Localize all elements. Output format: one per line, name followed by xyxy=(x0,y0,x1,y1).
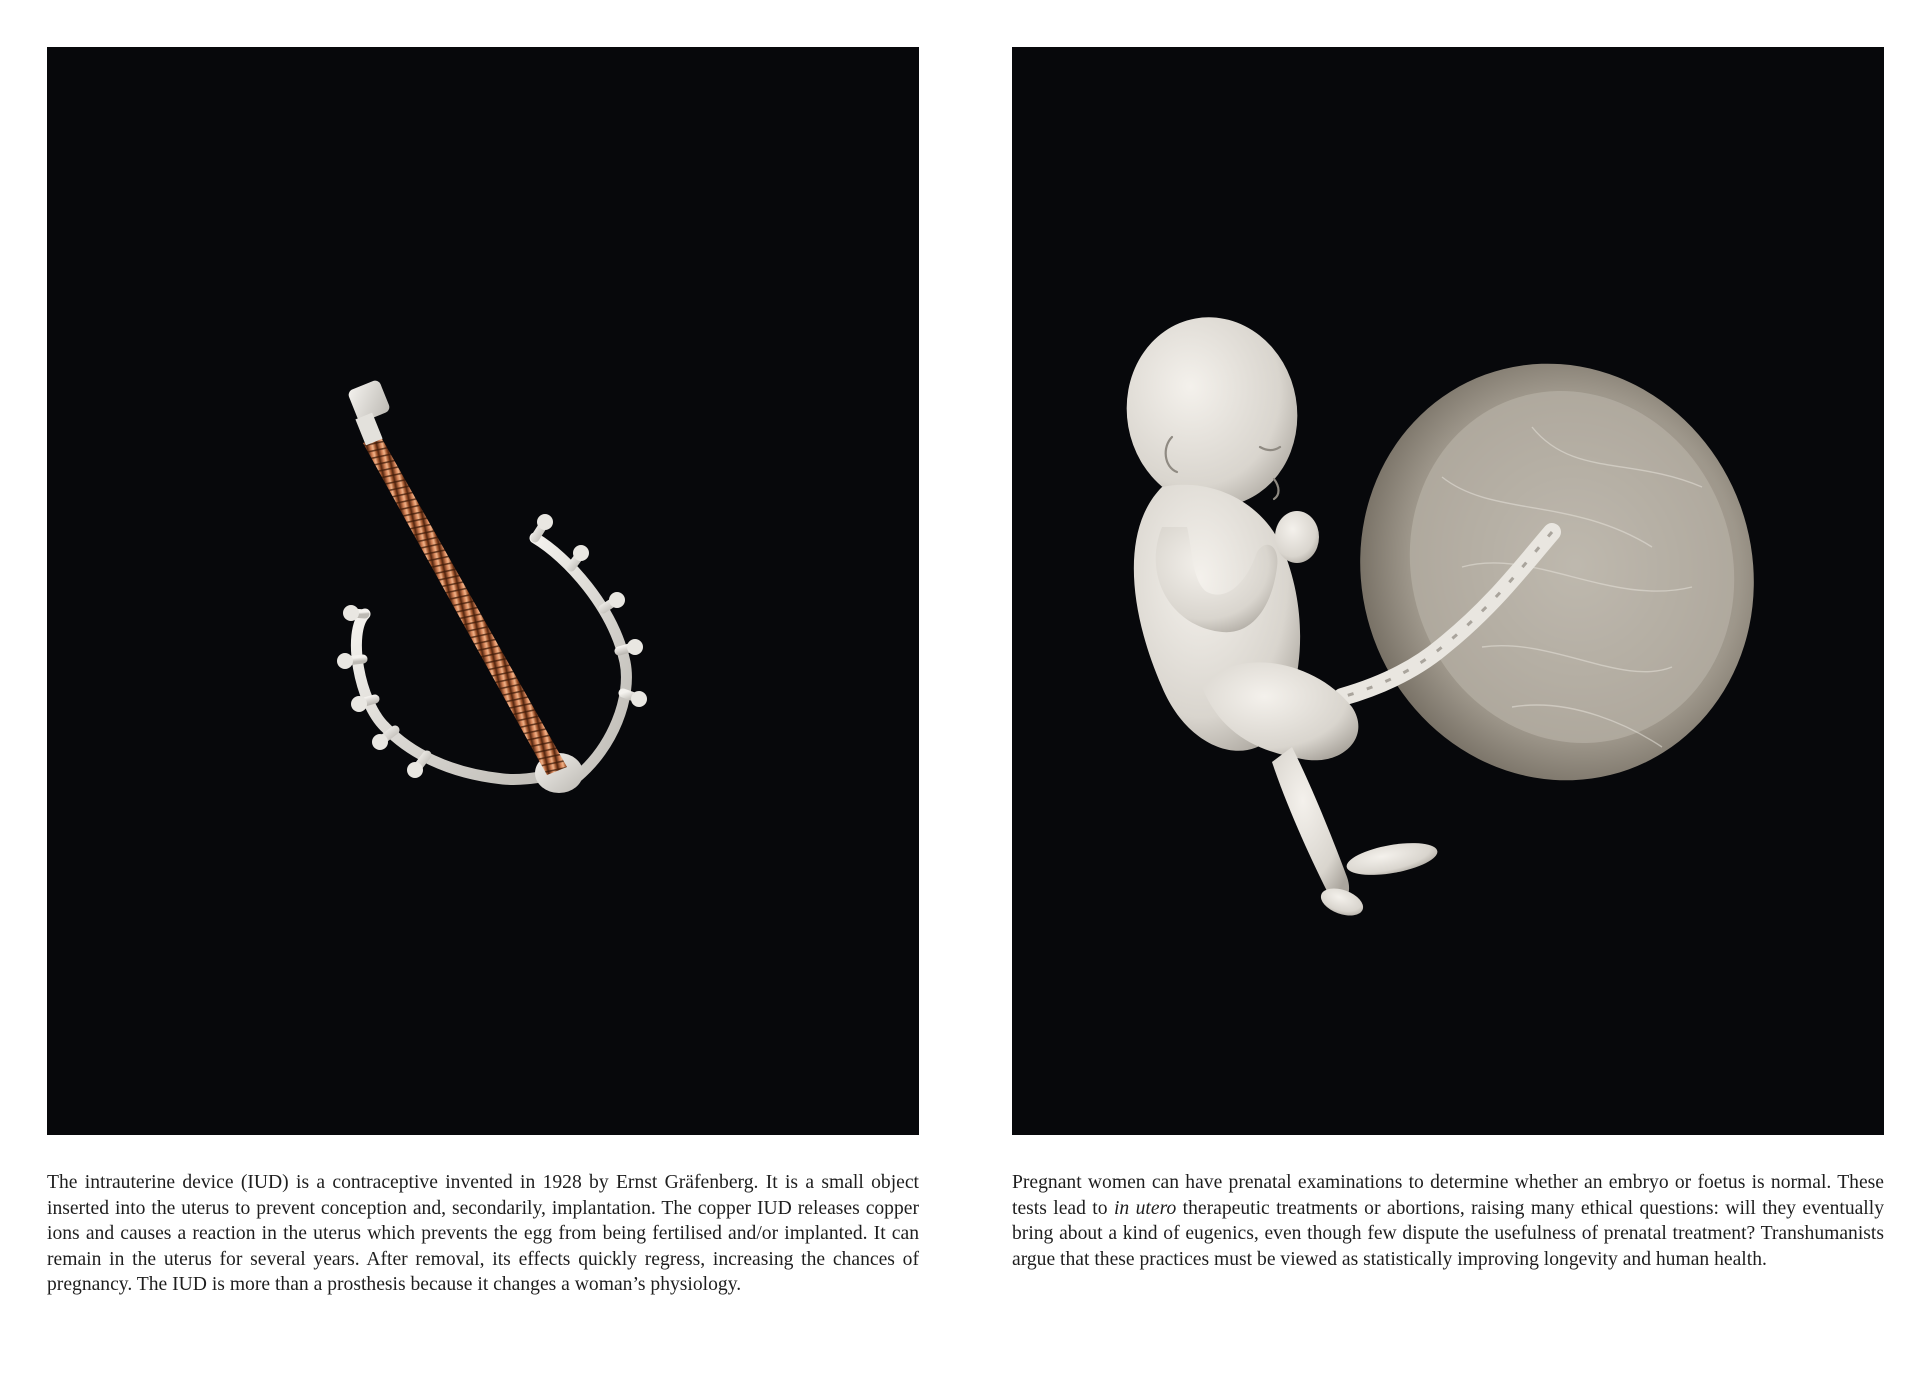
placenta xyxy=(1302,308,1812,836)
iud-cap xyxy=(347,379,391,445)
foetus-caption-part2: therapeutic treatments or abortions, raising many ethical questions: will they eventually bring about a kind of eugenics, even though few dispute the usefulness of prenatal treatment? Transhumanists argue that these practices must be viewed as statistically improving longevity and human health. xyxy=(1012,1197,1884,1270)
iud-copper-coil xyxy=(363,437,567,775)
foetus-photo xyxy=(1012,47,1884,1135)
foetus-caption-emphasis: in utero xyxy=(1113,1197,1177,1219)
iud-caption: The intrauterine device (IUD) is a contraceptive invented in 1928 by Ernst Gräfenberg. It is a small object inserted into the uterus to prevent conception and, secondarily, implantation. The copper IUD releases copper ions and causes a reaction in the uterus which prevents the egg from being fertilised and/or implanted. It can remain in the uterus for several years. After removal, its effects quickly regress, increasing the chances of pregnancy. The IUD is more than a prosthesis because it changes a woman’s physiology. xyxy=(47,1172,919,1295)
iud-photo xyxy=(47,47,919,1135)
foetus-caption xyxy=(1012,1170,1884,1272)
iud-illustration xyxy=(47,47,919,1135)
foetus-caption-part1: Pregnant women can have prenatal examinations to determine whether an embryo or foetus is normal. These tests lead to xyxy=(1012,1172,1884,1219)
foetus-illustration xyxy=(1012,47,1884,1135)
